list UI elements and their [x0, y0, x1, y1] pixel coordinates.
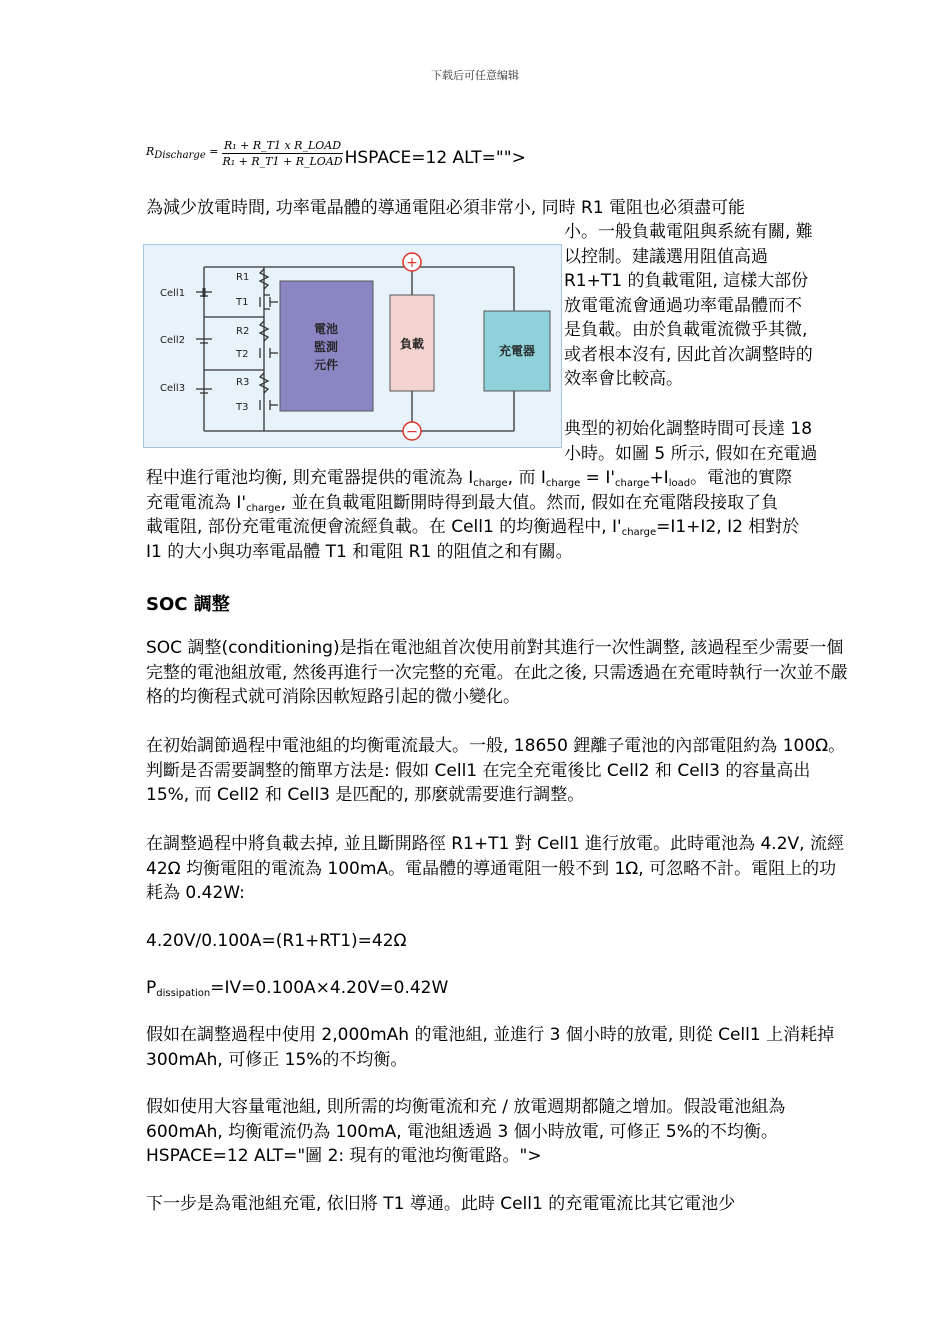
paragraph-2-right-column: 典型的初始化調整時間可長達 18 小時。如圖 5 所示, 假如在充電過 — [564, 419, 818, 464]
formula-denominator: R₁ + R_T1 + R_LOAD — [222, 155, 343, 168]
t3-label: T3 — [236, 402, 249, 413]
paragraph-2-line2: 充電電流為 $I'_{charge}$, 並在負載電阻斷開時得到最大值。然而, 假如在充電階段接取了負 — [146, 492, 779, 514]
paragraph-2-line3: 載電阻, 部份充電電流便會流經負載。在 Cell1 的均衡過程中, $I'_{charge}=I1+I2$, I2 相對於 — [146, 517, 800, 538]
equation-2: $P_{dissipation}=IV=0.100A\times 4.20V=0.42W$ — [146, 978, 449, 999]
r3-label: R3 — [236, 377, 250, 388]
paragraph-2-line1: 程中進行電池均衡, 則充電器提供的電流為 $I_{charge}$, 而 $I_{charge} = I'_{charge}+I_{load}$。電池的實際 — [146, 468, 793, 489]
paragraph-1-line1: 為減少放電時間, 功率電晶體的導通電阻必須非常小, 同時 R1 電阻也必須盡可能 — [146, 198, 746, 218]
paragraph-2 — [146, 466, 848, 564]
t1-label: T1 — [236, 297, 249, 308]
formula-alt-text: HSPACE=12 ALT=""> — [344, 148, 526, 168]
page-header: 下载后可任意编辑 — [431, 69, 519, 82]
cell1-label: Cell1 — [160, 288, 186, 299]
formula-fraction — [222, 139, 342, 168]
discharge-formula — [146, 124, 526, 168]
paragraph-2-line4: I1 的大小與功率電晶體 T1 和電阻 R1 的阻值之和有關。 — [146, 541, 573, 562]
formula-numerator: R₁ + R_T1 x R_LOAD — [223, 139, 342, 152]
charger-label: 充電器 — [498, 344, 536, 358]
t2-label: T2 — [236, 349, 249, 360]
paragraph-8: 下一步是為電池組充電, 依旧將 T1 導通。此時 Cell1 的充電電流比其它電池少 — [146, 1194, 736, 1214]
formula-lhs: $R_{Discharge}$ = — [146, 145, 219, 161]
paragraph-3: SOC 調整(conditioning)是指在電池組首次使用前對其進行一次性調整, 該過程至少需要一個完整的電池組放電, 然後再進行一次完整的充電。在此之後, 只需透過在充電時執行一次並不嚴格的均衡程式就可消除因軟短路引起的微小變化。 — [146, 638, 848, 707]
section-heading-soc: SOC 調整 — [146, 594, 230, 615]
equation-1: 4.20V/0.100A=(R1+RT1)=42Ω — [146, 931, 407, 951]
monitor-label-3: 元件 — [313, 358, 339, 372]
paragraph-5: 在調整過程中將負載去掉, 並且斷開路徑 R1+T1 對 Cell1 進行放電。此時電池為 4.2V, 流經 42Ω 均衡電阻的電流為 100mA。電晶體的導通電阻一般不到 1Ω, 可忽略不計。電阻上的功耗為 0.42W: — [146, 834, 844, 903]
r1-label: R1 — [236, 272, 250, 283]
cell3-label: Cell3 — [160, 383, 186, 394]
r2-label: R2 — [236, 326, 250, 337]
monitor-label-2: 監測 — [313, 340, 339, 354]
cell2-label: Cell2 — [160, 335, 186, 346]
monitor-label-1: 電池 — [313, 322, 339, 336]
battery-balancing-circuit-diagram — [143, 244, 562, 448]
minus-sign: − — [406, 424, 418, 440]
paragraph-1-right-column: 小。一般負載電阻與系統有關, 難 以控制。建議選用阻值高過 R1+T1 的負載電阻, 這樣大部份 放電電流會通過功率電晶體而不 是負載。由於負載電流微乎其微, 或者根本沒有, 因此首次調整時的 效率會比較高。 — [564, 222, 813, 389]
paragraph-4: 在初始調節過程中電池組的均衡電流最大。一般, 18650 鋰離子電池的內部電阻約為 100Ω。判斷是否需要調整的簡單方法是: 假如 Cell1 在完全充電後比 Cell2 和 Cell3 的容量高出 15%, 而 Cell2 和 Cell3 是匹配的, 那麼就需要進行調整。 — [146, 736, 846, 805]
paragraph-6: 假如在調整過程中使用 2,000mAh 的電池組, 並進行 3 個小時的放電, 則從 Cell1 上消耗掉 300mAh, 可修正 15%的不均衡。 — [146, 1025, 835, 1070]
plus-sign: + — [406, 255, 418, 271]
paragraph-7: 假如使用大容量電池組, 則所需的均衡電流和充 / 放電週期都隨之增加。假設電池組為 600mAh, 均衡電流仍為 100mA, 電池組透過 3 個小時放電, 可修正 5%的不均衡。HSPACE=12 ALT="圖 2: 現有的電池均衡電路。"> — [146, 1097, 786, 1166]
load-label: 負載 — [399, 337, 425, 351]
